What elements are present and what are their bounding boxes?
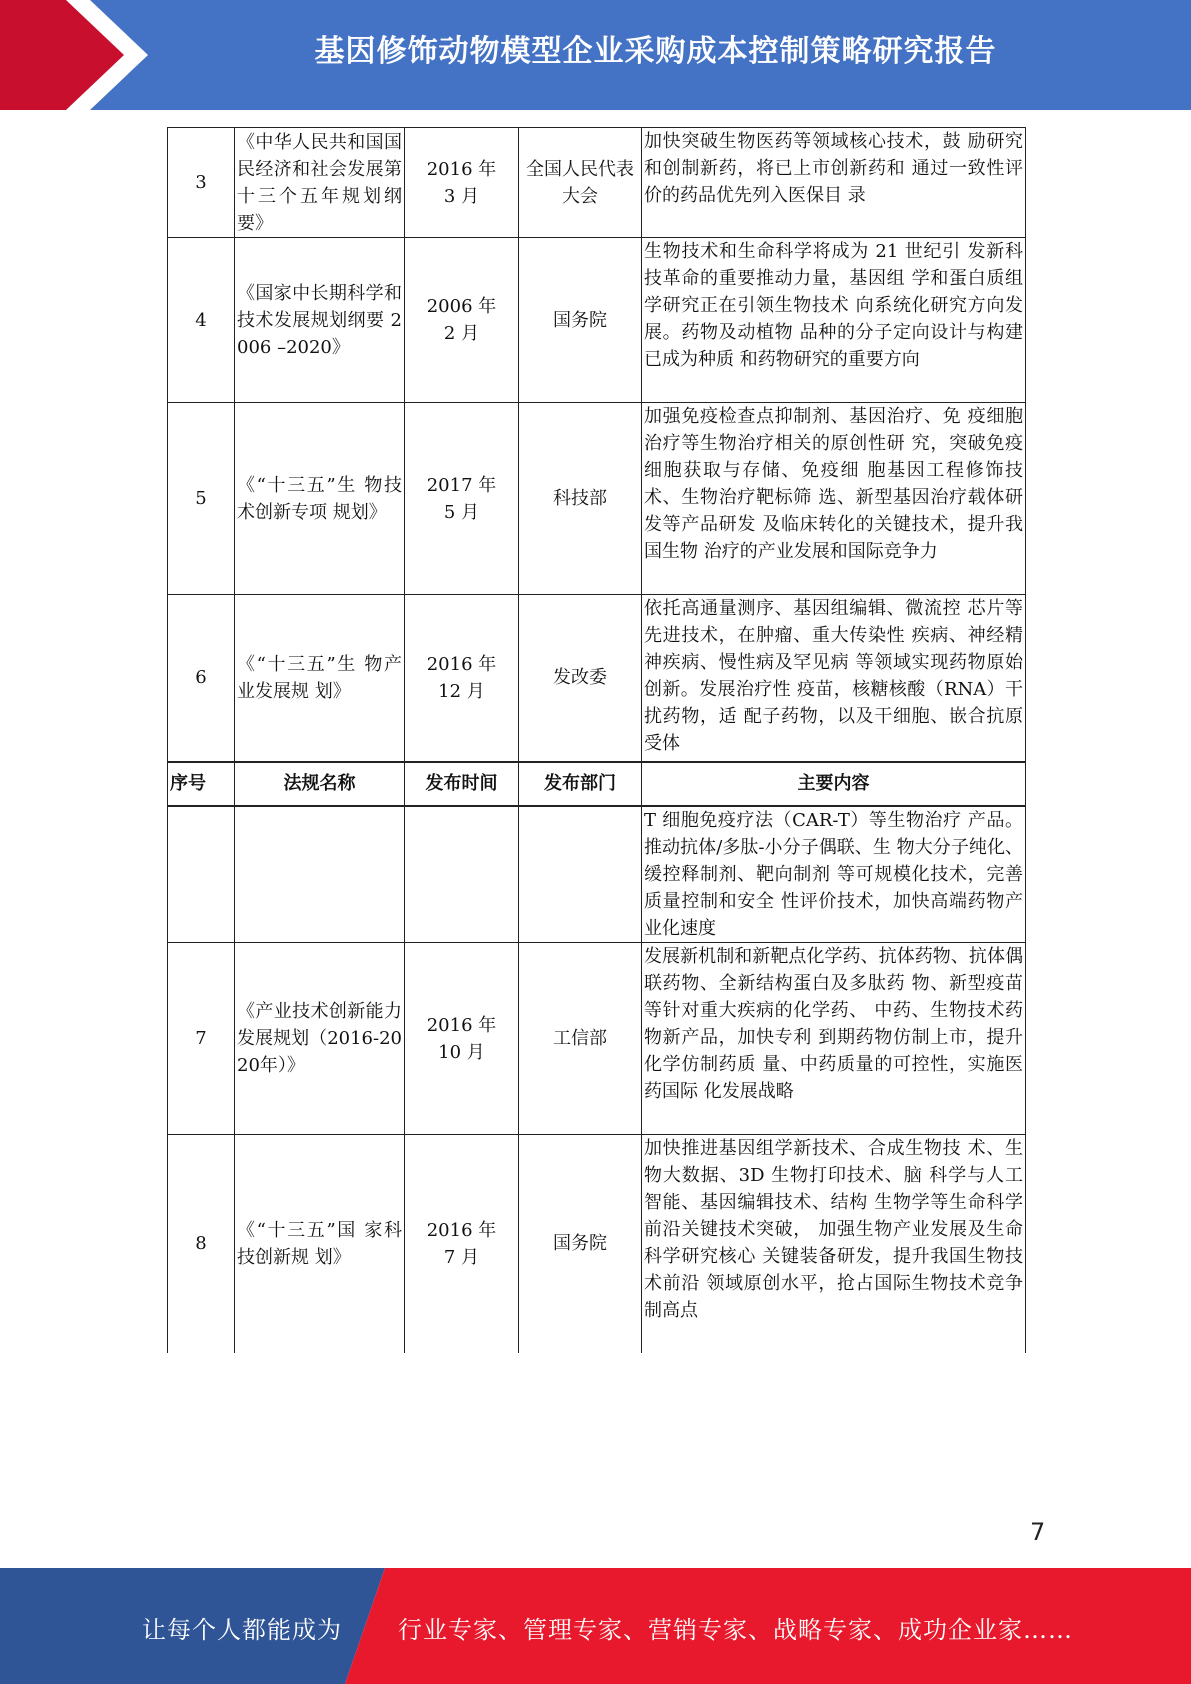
cell-date [405,1135,519,1353]
cell-no [168,806,235,943]
regulation-table [167,127,1026,1353]
cell-content: 加快推进基因组学新技术、合成生物技 术、生物大数据、3D 生物打印技术、脑 科学与人工智能、基因编辑技术、结构 生物学等生命科学前沿关键技术突破， 加强生物产业发展及生命科学研究核心 关键装备研发，提升我国生物技术前沿 领域原创水平，抢占国际生物技术竞争 制高点 [642,1135,1026,1353]
cell-content: 发展新机制和新靶点化学药、抗体药物、抗体偶联药物、全新结构蛋白及多肽药 物、新型疫苗等针对重大疾病的化学药、 中药、生物技术药物新产品，加快专利 到期药物仿制上市，提升化学仿制药质 量、中药质量的可控性，实施医药国际 化发展战略 [642,943,1026,1135]
cell-no: 3 [168,128,235,238]
table-row [168,403,1026,595]
cell-date [405,595,519,762]
page-number: 7 [1030,1518,1046,1546]
table-row [168,238,1026,403]
cell-content: 加快突破生物医药等领域核心技术，鼓 励研究和创制新药，将已上市创新药和 通过一致性评价的药品优先列入医保目 录 [642,128,1026,238]
date-month: 7 月 [443,1246,480,1268]
date-month: 2 月 [443,323,480,344]
cell-no: 8 [168,1135,235,1353]
cell-dept: 国务院 [519,238,642,403]
date-month: 10 月 [438,1041,485,1063]
cell-dept: 国务院 [519,1135,642,1353]
date-year: 2006 年 [426,296,497,317]
cell-date [405,403,519,595]
date-month: 3 月 [443,185,480,207]
cell-name: 《“十三五”生 物产业发展规 划》 [235,595,405,762]
cell-name [235,806,405,943]
cell-date [405,128,519,238]
date-month: 12 月 [438,680,485,702]
header-chevron-icon [0,0,160,110]
cell-content: 生物技术和生命科学将成为 21 世纪引 发新科技革命的重要推动力量，基因组 学和蛋白质组学研究正在引领生物技术 向系统化研究方向发展。药物及动植物 品种的分子定向设计与构建已成为种质 和药物研究的重要方向 [642,238,1026,403]
date-month: 5 月 [443,501,480,523]
header-content: 主要内容 [642,762,1026,806]
date-year: 2016 年 [426,1014,497,1036]
date-year: 2016 年 [426,1219,497,1241]
cell-content: 加强免疫检查点抑制剂、基因治疗、免 疫细胞治疗等生物治疗相关的原创性研 究，突破免疫细胞获取与存储、免疫细 胞基因工程修饰技术、生物治疗靶标筛 选、新型基因治疗载体研发等产品研发 及临床转化的关键技术，提升我国生物 治疗的产业发展和国际竞争力 [642,403,1026,595]
date-year: 2016 年 [426,158,497,180]
table-row [168,806,1026,943]
page-footer [0,1568,1191,1684]
header-date: 发布时间 [405,762,519,806]
cell-no: 7 [168,943,235,1135]
cell-no: 4 [168,238,235,403]
cell-dept [519,806,642,943]
header-no: 序号 [168,762,235,806]
cell-name: 《“十三五”国 家科技创新规 划》 [235,1135,405,1353]
table-row [168,595,1026,762]
cell-name: 《产业技术创新能力发展规划（2016-2020年）》 [235,943,405,1135]
date-year: 2017 年 [426,474,497,496]
cell-name: 《国家中长期科学和技术发展规划纲要 2006 –2020》 [235,238,405,403]
cell-no: 6 [168,595,235,762]
table-row [168,128,1026,238]
date-year: 2016 年 [426,653,497,675]
cell-name: 《“十三五”生 物技术创新专项 规划》 [235,403,405,595]
cell-dept: 发改委 [519,595,642,762]
header-name: 法规名称 [235,762,405,806]
page-header [0,0,1191,110]
cell-date [405,806,519,943]
cell-dept: 全国人民代表大会 [519,128,642,238]
header-title: 基因修饰动物模型企业采购成本控制策略研究报告 [314,34,997,69]
cell-date [405,238,519,403]
header-dept: 发布部门 [519,762,642,806]
table-header-row [168,762,1026,806]
cell-no: 5 [168,403,235,595]
table-row [168,943,1026,1135]
cell-content: 依托高通量测序、基因组编辑、微流控 芯片等先进技术，在肿瘤、重大传染性 疾病、神经精神疾病、慢性病及罕见病 等领域实现药物原始创新。发展治疗性 疫苗，核糖核酸（RNA）干扰药物，适 配子药物，以及干细胞、嵌合抗原受体 [642,595,1026,762]
cell-date [405,943,519,1135]
cell-dept: 工信部 [519,943,642,1135]
cell-dept: 科技部 [519,403,642,595]
cell-content: T 细胞免疫疗法（CAR-T）等生物治疗 产品。推动抗体/多肽-小分子偶联、生 物大分子纯化、缓控释制剂、靶向制剂 等可规模化技术，完善质量控制和安全 性评价技术，加快高端药物产业化速度 [642,806,1026,943]
footer-slogan-left: 让每个人都能成为 [142,1616,342,1644]
footer-slogan-right: 行业专家、管理专家、营销专家、战略专家、成功企业家…… [398,1616,1073,1644]
table-row [168,1135,1026,1353]
cell-name: 《中华人民共和国国民经济和社会发展第十三个五年规划纲要》 [235,128,405,238]
